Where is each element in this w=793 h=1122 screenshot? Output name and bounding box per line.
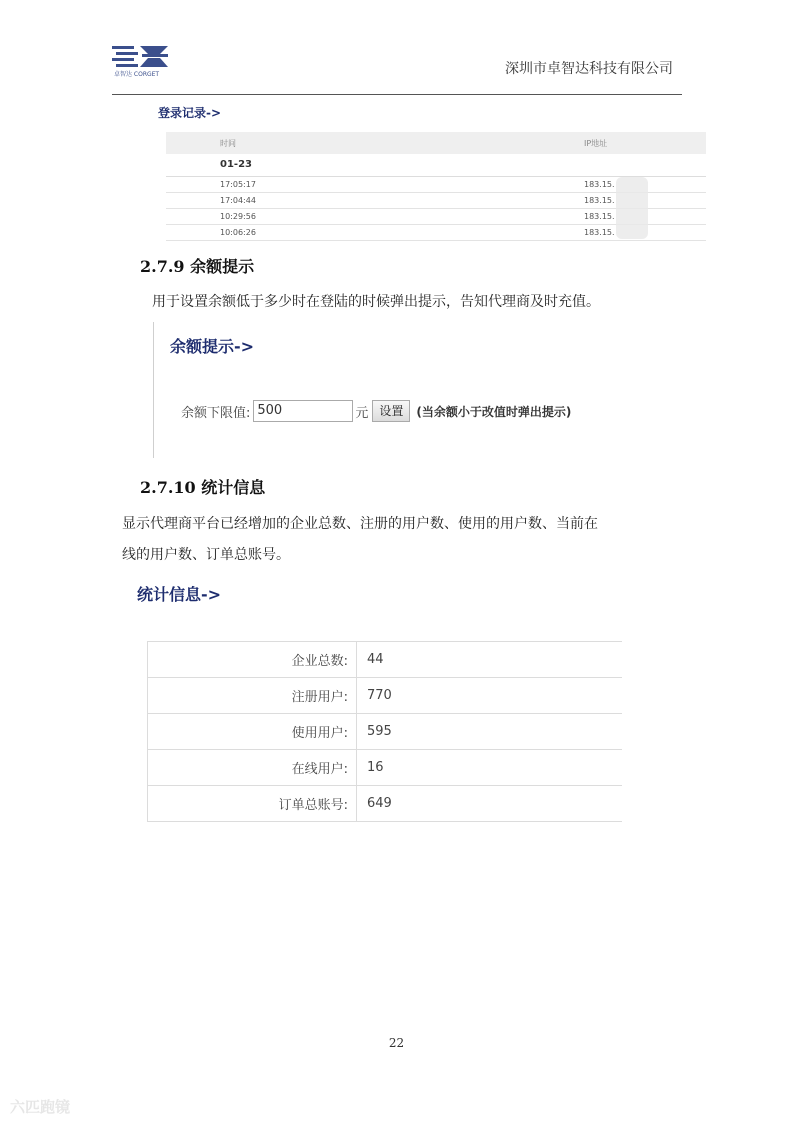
stat-label: 注册用户: (148, 678, 357, 714)
section-desc-stats-2: 线的用户数、订单总账号。 (122, 547, 290, 563)
login-time: 10:29:56 (220, 212, 256, 221)
table-row (148, 678, 623, 714)
balance-label: 余额下限值: (181, 405, 251, 421)
login-ip: 183.15. (584, 180, 615, 189)
balance-hint: (当余额小于改值时弹出提示) (416, 404, 572, 419)
section-heading-balance: 2.7.9 余额提示 (140, 257, 255, 276)
stat-label: 企业总数: (148, 642, 357, 678)
section-desc-stats-1: 显示代理商平台已经增加的企业总数、注册的用户数、使用的用户数、当前在 (122, 516, 598, 532)
balance-threshold-input[interactable]: 500 (253, 400, 353, 422)
col-time-header: 时间 (220, 139, 236, 148)
stat-value: 44 (357, 642, 623, 678)
stat-label: 使用用户: (148, 714, 357, 750)
col-ip-header: IP地址 (584, 139, 608, 148)
login-table-header (166, 132, 706, 154)
table-row (148, 642, 623, 678)
balance-form (181, 400, 571, 422)
logo-text: 卓智达 CORGET (114, 71, 160, 78)
login-record-title: 登录记录-> (158, 106, 222, 120)
login-ip: 183.15. (584, 196, 615, 205)
balance-panel-title: 余额提示-> (170, 337, 255, 356)
stat-value: 649 (357, 786, 623, 822)
login-ip: 183.15. (584, 212, 615, 221)
redaction-blur (616, 177, 648, 239)
login-time: 10:06:26 (220, 228, 256, 237)
stat-value: 595 (357, 714, 623, 750)
header-divider (112, 94, 682, 95)
login-time: 17:05:17 (220, 180, 256, 189)
stats-panel-title: 统计信息-> (137, 585, 222, 604)
section-desc-balance: 用于设置余额低于多少时在登陆的时候弹出提示，告知代理商及时充值。 (152, 294, 600, 310)
stat-label: 订单总账号: (148, 786, 357, 822)
table-row (148, 786, 623, 822)
stat-value: 770 (357, 678, 623, 714)
login-ip: 183.15. (584, 228, 615, 237)
currency-unit: 元 (355, 405, 369, 421)
company-name: 深圳市卓智达科技有限公司 (505, 61, 673, 77)
section-heading-stats: 2.7.10 统计信息 (140, 478, 266, 497)
login-date: 01-23 (220, 159, 252, 170)
set-button[interactable]: 设置 (372, 400, 410, 422)
watermark: 六匹跑镜 (10, 1098, 71, 1116)
table-row (148, 750, 623, 786)
stat-value: 16 (357, 750, 623, 786)
login-date-group (166, 154, 706, 177)
page-number: 22 (388, 1036, 405, 1050)
login-time: 17:04:44 (220, 196, 256, 205)
stats-table (147, 641, 622, 822)
table-row (148, 714, 623, 750)
stat-label: 在线用户: (148, 750, 357, 786)
